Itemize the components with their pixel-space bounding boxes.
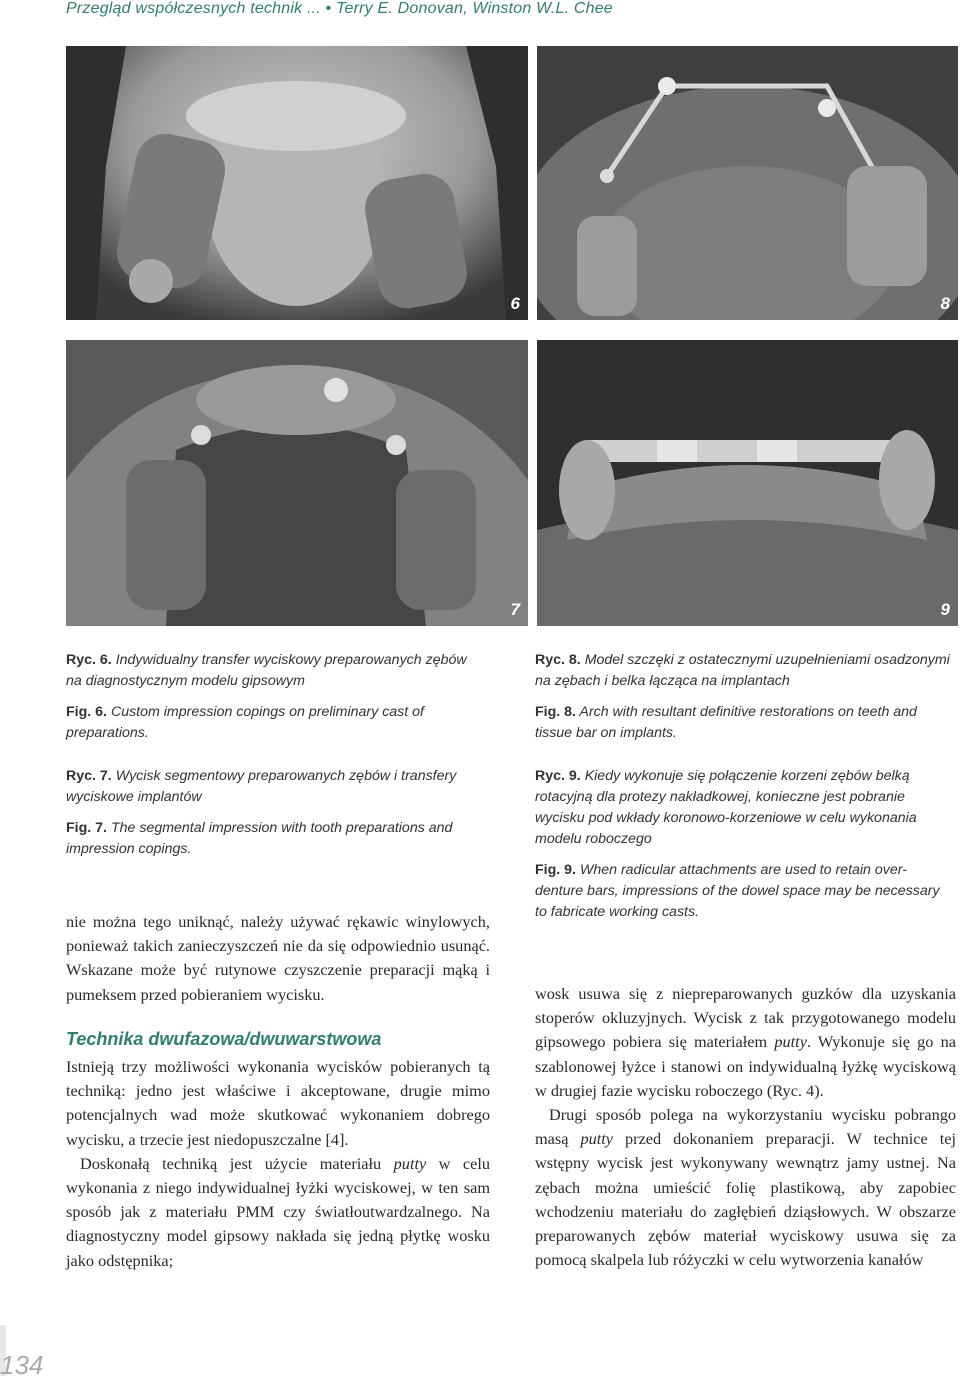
left-paragraph-2: Istnieją trzy możliwości wykonania wycisków pobieranych tą techniką: jedno jest właściwe i akceptowane, drugie mimo potencjalnych wad może skutkować wykonaniem dobrego wycisku, a trzecie jest niedopuszczalne [4]. xyxy=(66,1057,490,1149)
caption-ryc-9-label: Ryc. 9. xyxy=(535,768,581,784)
caption-fig-8 xyxy=(535,702,953,744)
figure-7-number: 7 xyxy=(510,600,520,619)
figure-6-photo xyxy=(66,46,528,320)
right-paragraph-1 xyxy=(535,982,956,1103)
left-paragraph-3 xyxy=(66,1152,490,1273)
left-paragraph-3-putty: putty xyxy=(393,1153,427,1173)
right-paragraph-1-end: . Wykonuje się go na szablonowej łyżce i stanowi on indywidualną łyżkę wyciskową w drugiej fazie wycisku roboczego (Ryc. 4). xyxy=(535,1032,956,1100)
caption-ryc-6 xyxy=(66,650,486,692)
caption-fig-7 xyxy=(66,818,486,860)
right-paragraph-2-putty: putty xyxy=(580,1129,614,1149)
figure-6-illustration xyxy=(66,46,528,320)
left-paragraph-1: nie można tego uniknąć, należy używać rękawic winylowych, ponieważ takich zanieczyszczeń nie da się odpowiednio usunąć. Wskazane może być rutynowe czyszczenie preparacji mąką i pumeksem przed pobieraniem wycisku. xyxy=(66,912,490,1004)
caption-ryc-8 xyxy=(535,650,953,692)
caption-ryc-8-label: Ryc. 8. xyxy=(535,652,581,668)
caption-ryc-7-text: Wycisk segmentowy preparowanych zębów i transfery wyciskowe implantów xyxy=(66,768,457,805)
caption-fig-7-label: Fig. 7. xyxy=(66,820,107,836)
captions-right xyxy=(535,650,953,923)
right-paragraph-2-end: przed dokonaniem preparacji. W technice tej wstępny wycisk jest wykonywany wewnątrz jamy ustnej. Na zębach można umieścić folię plastikową, aby zapobiec wchodzeniu materiału do zagłębień dziąsłowych. W obszarze preparowanych zębów materiał wyciskowy usuwa się za pomocą skalpela lub różyczki w celu wytworzenia kanałów xyxy=(535,1129,957,1270)
right-column-text xyxy=(535,982,956,1272)
caption-fig-6 xyxy=(66,702,486,744)
figure-8-photo xyxy=(537,46,958,320)
caption-fig-6-label: Fig. 6. xyxy=(66,704,107,720)
section-heading: Technika dwufazowa/dwuwarstwowa xyxy=(66,1028,382,1049)
right-paragraph-1-putty: putty xyxy=(774,1032,807,1052)
caption-fig-6-text: Custom impression copings on preliminary cast of preparations. xyxy=(66,704,424,741)
caption-ryc-8-text: Model szczęki z ostatecznymi uzupełnieniami osadzonymi na zębach i belka łącząca na implantach xyxy=(535,652,950,689)
page-number: 134 xyxy=(0,1350,44,1380)
figure-9-photo xyxy=(537,340,958,626)
caption-ryc-9-text: Kiedy wykonuje się połączenie korzeni zębów belką rotacyjną dla protezy nakładkowej, konieczne jest pobranie wycisku pod wkłady koronowo-korzeniowe w celu wykonania modelu roboczego xyxy=(535,768,917,847)
caption-fig-8-label: Fig. 8. xyxy=(535,704,576,720)
caption-fig-8-text: Arch with resultant definitive restorations on teeth and tissue bar on implants. xyxy=(535,704,917,741)
caption-ryc-6-text: Indywidualny transfer wyciskowy preparowanych zębów na diagnostycznym modelu gipsowym xyxy=(66,652,467,689)
caption-fig-9-label: Fig. 9. xyxy=(535,862,576,878)
left-column-text xyxy=(66,910,490,1273)
left-paragraph-3-end: w celu wykonania z niego indywidualnej łyżki wyciskowej, w ten sam sposób jak z materiału PMM czy światłoutwardzalnego. Na diagnostyczny model gipsowy nakłada się jedną płytkę wosku jako odstępnika; xyxy=(66,1153,491,1270)
right-paragraph-2-start: Drugi sposób polega na wykorzystaniu wycisku pobrango masą xyxy=(535,1105,956,1149)
caption-fig-9 xyxy=(535,860,953,923)
caption-ryc-9 xyxy=(535,766,953,850)
right-paragraph-2 xyxy=(535,1103,956,1272)
figure-9-number: 9 xyxy=(940,600,950,619)
right-paragraph-1-start: wosk usuwa się z niepreparowanych guzków dla uzyskania stoperów okluzyjnych. Wycisk z tak przygotowanego modelu gipsowego pobiera się materiałem xyxy=(535,984,956,1052)
figure-7-illustration xyxy=(66,340,528,626)
captions-left xyxy=(66,650,486,860)
figure-7-photo xyxy=(66,340,528,626)
caption-ryc-7-label: Ryc. 7. xyxy=(66,768,112,784)
figure-8-illustration xyxy=(537,46,958,320)
figure-6-number: 6 xyxy=(510,294,520,313)
caption-ryc-6-label: Ryc. 6. xyxy=(66,652,112,668)
left-paragraph-3-start: Doskonałą techniką jest użycie materiału xyxy=(80,1153,394,1173)
caption-fig-9-text: When radicular attachments are used to retain over-denture bars, impressions of the dowel space may be necessary to fabricate working casts. xyxy=(535,862,940,920)
running-header: Przegląd współczesnych technik ... • Terry E. Donovan, Winston W.L. Chee xyxy=(66,0,613,17)
caption-fig-7-text: The segmental impression with tooth preparations and impression copings. xyxy=(66,820,453,857)
caption-ryc-7 xyxy=(66,766,486,808)
figure-9-illustration xyxy=(537,340,958,626)
figure-8-number: 8 xyxy=(940,294,950,313)
